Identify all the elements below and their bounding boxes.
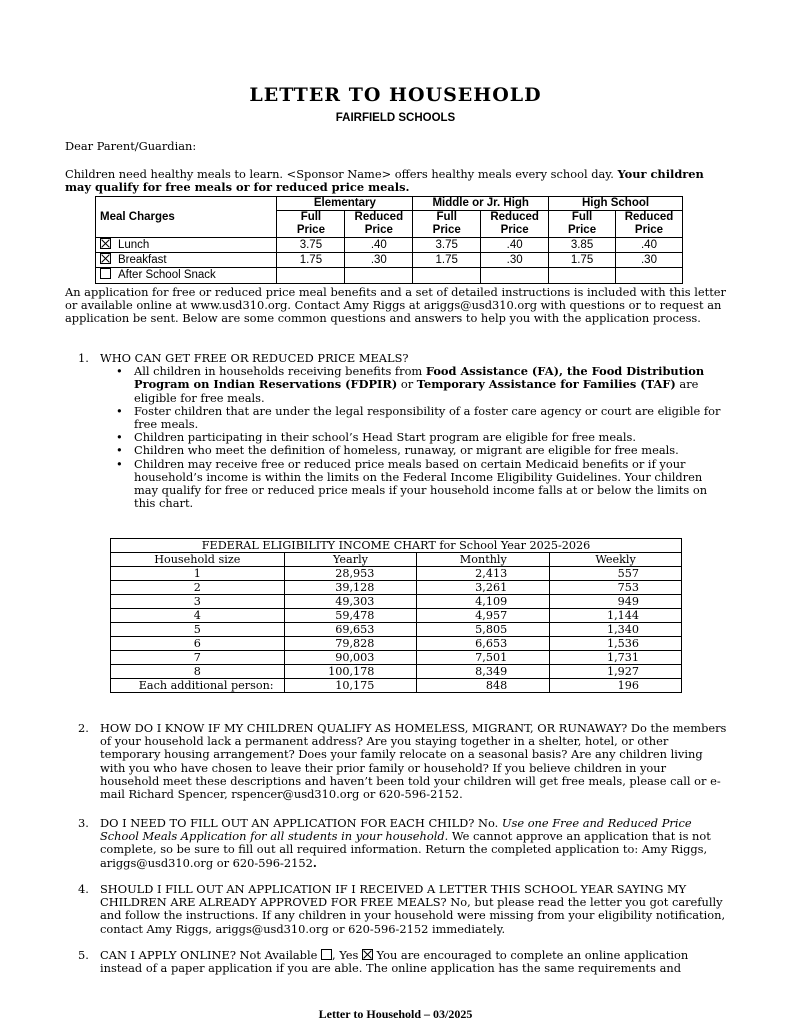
table-cell: 4 — [111, 609, 285, 623]
list-item: • Children participating in their school’s Head Start program are eligible for free meals. — [114, 431, 728, 444]
meal-label: After School Snack — [118, 269, 216, 282]
question-3 — [78, 817, 728, 870]
page-subtitle: FAIRFIELD SCHOOLS — [335, 112, 456, 124]
bullet-text: or — [397, 377, 417, 392]
salutation: Dear Parent/Guardian: — [65, 139, 197, 153]
table-cell: 28,953 — [284, 567, 417, 581]
table-cell: 39,128 — [284, 581, 417, 595]
table-row — [96, 268, 683, 283]
table-cell: 4,109 — [417, 595, 550, 609]
subheader: Reduced — [481, 211, 549, 225]
table-cell: 1,536 — [550, 637, 682, 651]
intro-bold-text: Your children may qualify for free meals or for reduced price meals. — [65, 167, 704, 195]
price-cell: 3.85 — [549, 238, 616, 253]
price-cell: 3.75 — [413, 238, 481, 253]
price-cell: .30 — [345, 253, 413, 268]
table-row — [111, 581, 682, 595]
list-item: • Foster children that are under the legal responsibility of a foster care agency or court are eligible for free meals. — [114, 405, 728, 431]
eligibility-bullet-list — [114, 365, 728, 510]
checkbox-empty-icon[interactable] — [100, 268, 111, 279]
table-cell: 3,261 — [417, 581, 550, 595]
subheader: Reduced — [615, 211, 682, 225]
table-cell: 90,003 — [284, 651, 417, 665]
question-number: 2. — [78, 721, 89, 735]
question-text-part: DO I NEED TO FILL OUT AN APPLICATION FOR EACH CHILD? No. — [100, 816, 502, 830]
meal-label: Lunch — [118, 239, 150, 251]
table-cell: 753 — [550, 581, 682, 595]
column-header: Monthly — [417, 553, 550, 567]
meal-charges-label: Meal Charges — [96, 197, 277, 238]
subheader: Price — [413, 224, 481, 238]
table-cell: 100,178 — [284, 665, 417, 679]
group-header: Elementary — [277, 197, 413, 211]
table-cell: 1,731 — [550, 651, 682, 665]
bullet-bold-text: Food Assistance (FA), the Food Distribution Program on Indian Reservations (FDPIR) — [134, 364, 705, 392]
table-row — [111, 609, 682, 623]
subheader: Price — [345, 224, 413, 238]
table-caption-row — [111, 539, 682, 553]
table-cell: 196 — [550, 679, 682, 693]
column-header: Weekly — [550, 553, 682, 567]
group-header: High School — [549, 197, 683, 211]
table-cell: 557 — [550, 567, 682, 581]
subheader: Price — [481, 224, 549, 238]
table-cell: 49,303 — [284, 595, 417, 609]
list-item: • Children may receive free or reduced price meals based on certain Medicaid benefits or if your household’s income is within the limits on the Federal Income Eligibility Guidelines. Your children may qualify for free or reduced price meals if your household income falls at or below the limits on this chart. — [114, 458, 728, 511]
question-3-block — [78, 817, 728, 870]
question-text-end: . — [312, 855, 317, 870]
subheader: Full — [413, 211, 481, 225]
intro-text: Children need healthy meals to learn. <Sponsor Name> offers healthy meals every school day. — [65, 167, 618, 181]
price-cell — [413, 268, 481, 283]
table-cell: Each additional person: — [111, 679, 285, 693]
subheader: Reduced — [345, 211, 413, 225]
list-item: • Children who meet the definition of homeless, runaway, or migrant are eligible for free meals. — [114, 444, 728, 457]
question-text-part: We cannot approve an application that is not complete, so be sure to fill out all required information. Return the completed application to: Amy Riggs, ariggs@usd310.org or 620-596-2152 — [100, 829, 711, 870]
question-text — [100, 817, 728, 870]
checkbox-empty-icon[interactable] — [321, 949, 332, 960]
question-number: 3. — [78, 816, 89, 830]
table-row — [96, 238, 683, 253]
table-row — [111, 651, 682, 665]
column-header: Household size — [111, 553, 285, 567]
income-eligibility-chart — [110, 538, 682, 693]
question-2-block — [78, 722, 728, 801]
checkbox-checked-icon[interactable] — [100, 253, 111, 264]
price-cell: 1.75 — [549, 253, 616, 268]
table-cell: 1,927 — [550, 665, 682, 679]
meal-label-cell — [96, 253, 277, 268]
question-text: HOW DO I KNOW IF MY CHILDREN QUALIFY AS HOMELESS, MIGRANT, OR RUNAWAY? Do the members of your household lack a permanent address? Are you staying together in a shelter, hotel, or other temporary housing arrangement? Does your family relocate on a seasonal basis? Are any children living with you who have chosen to leave their prior family or household? If you believe children in your household meet these descriptions and haven’t been told your children will get free meals, please call or e-mail Richard Spencer, rspencer@usd310.org or 620-596-2152. — [100, 721, 727, 802]
meal-label: Breakfast — [118, 254, 167, 267]
price-cell: .30 — [481, 253, 549, 268]
chart-caption: FEDERAL ELIGIBILITY INCOME CHART for School Year 2025-2026 — [111, 539, 682, 553]
table-cell: 69,653 — [284, 623, 417, 637]
price-cell — [345, 268, 413, 283]
question-italic-text: Use one Free and Reduced Price School Meals Application for all students in your household. — [100, 816, 692, 844]
page-footer: Letter to Household – 03/2025 — [318, 1007, 473, 1021]
subheader: Price — [615, 224, 682, 238]
question-text-part: CAN I APPLY ONLINE? Not Available — [100, 948, 321, 962]
table-row — [111, 623, 682, 637]
table-cell: 2,413 — [417, 567, 550, 581]
table-cell: 5 — [111, 623, 285, 637]
table-cell: 1 — [111, 567, 285, 581]
table-cell: 1,144 — [550, 609, 682, 623]
table-cell: 7 — [111, 651, 285, 665]
checkbox-checked-icon[interactable] — [362, 949, 373, 960]
table-row — [111, 679, 682, 693]
intro-paragraph — [65, 168, 727, 194]
subheader: Price — [549, 224, 616, 238]
price-cell — [615, 268, 682, 283]
table-cell: 949 — [550, 595, 682, 609]
table-row — [111, 637, 682, 651]
meal-label-cell — [96, 238, 277, 253]
question-text: SHOULD I FILL OUT AN APPLICATION IF I RECEIVED A LETTER THIS SCHOOL YEAR SAYING MY CHILDREN ARE ALREADY APPROVED FOR FREE MEALS? No, but please read the letter you got carefully and follow the instructions. If any children in your household were missing from your eligibility notification, contact Amy Riggs, ariggs@usd310.org or 620-596-2152 immediately. — [100, 882, 726, 936]
price-cell: .40 — [481, 238, 549, 253]
subheader: Full — [549, 211, 616, 225]
table-cell: 10,175 — [284, 679, 417, 693]
price-cell: .30 — [615, 253, 682, 268]
subheader: Full — [277, 211, 345, 225]
price-cell: 1.75 — [277, 253, 345, 268]
question-1-block — [78, 352, 728, 510]
page-title: LETTER TO HOUSEHOLD — [249, 84, 542, 106]
price-cell — [549, 268, 616, 283]
application-info-paragraph: An application for free or reduced price meal benefits and a set of detailed instructions is included with this letter or available online at www.usd310.org. Contact Amy Riggs at ariggs@usd310.org with questions or to request an application be sent. Below are some common questions and answers to help you with the application process. — [65, 285, 726, 326]
price-cell: .40 — [615, 238, 682, 253]
table-cell: 59,478 — [284, 609, 417, 623]
question-text — [100, 949, 728, 975]
question-number: 5. — [78, 948, 89, 962]
table-cell: 8,349 — [417, 665, 550, 679]
bullet-text: are eligible for free meals. — [134, 377, 699, 405]
table-row — [96, 253, 683, 268]
question-2 — [78, 722, 728, 801]
price-cell: 3.75 — [277, 238, 345, 253]
table-header-row — [96, 197, 683, 211]
checkbox-checked-icon[interactable] — [100, 238, 111, 249]
price-cell: .40 — [345, 238, 413, 253]
price-cell — [277, 268, 345, 283]
table-cell: 1,340 — [550, 623, 682, 637]
table-cell: 6 — [111, 637, 285, 651]
table-cell: 4,957 — [417, 609, 550, 623]
table-cell: 7,501 — [417, 651, 550, 665]
table-header-row — [111, 553, 682, 567]
question-text-part: You are encouraged to complete an online application instead of a paper application if you are able. The online application has the same requirements and — [100, 948, 689, 976]
price-cell — [481, 268, 549, 283]
table-row — [111, 567, 682, 581]
table-cell: 2 — [111, 581, 285, 595]
bullet-text: All children in households receiving benefits from — [134, 364, 426, 379]
question-5 — [78, 949, 728, 975]
question-4 — [78, 883, 728, 936]
question-number: 1. — [78, 351, 89, 365]
question-heading: WHO CAN GET FREE OR REDUCED PRICE MEALS? — [100, 351, 409, 365]
table-cell: 6,653 — [417, 637, 550, 651]
group-header: Middle or Jr. High — [413, 197, 549, 211]
price-cell: 1.75 — [413, 253, 481, 268]
meal-label-cell — [96, 268, 277, 283]
table-cell: 5,805 — [417, 623, 550, 637]
question-5-block — [78, 949, 728, 975]
question-4-block — [78, 883, 728, 936]
question-text-part: , Yes — [331, 948, 362, 962]
table-row — [111, 665, 682, 679]
meal-charges-table — [95, 196, 683, 284]
bullet-bold-text: Temporary Assistance for Families (TAF) — [416, 377, 676, 392]
column-header: Yearly — [284, 553, 417, 567]
table-cell: 3 — [111, 595, 285, 609]
table-cell: 848 — [417, 679, 550, 693]
subheader: Price — [277, 224, 345, 238]
question-number: 4. — [78, 882, 89, 896]
table-row — [111, 595, 682, 609]
list-item — [114, 365, 728, 405]
question-1 — [78, 352, 728, 510]
table-cell: 79,828 — [284, 637, 417, 651]
table-cell: 8 — [111, 665, 285, 679]
